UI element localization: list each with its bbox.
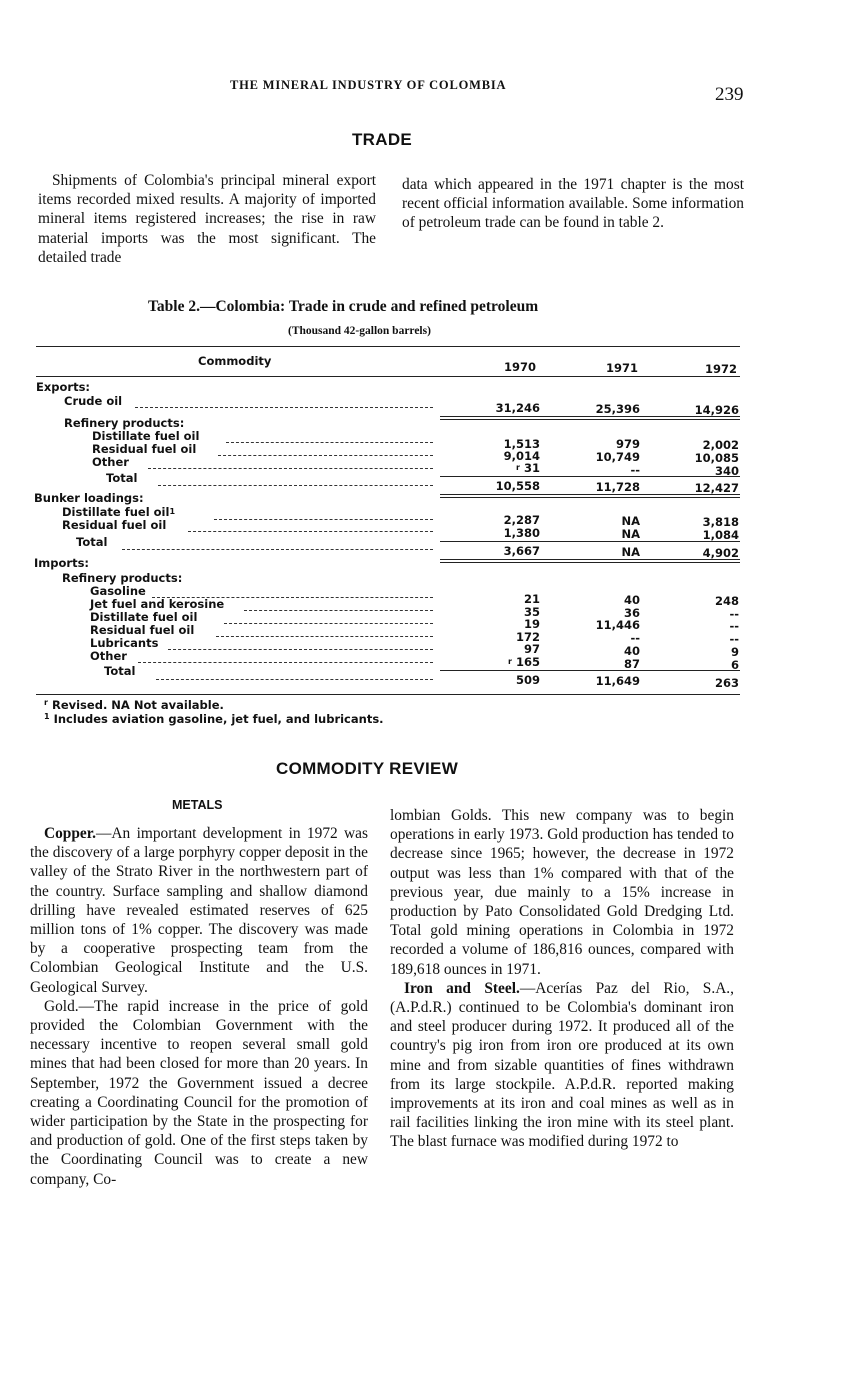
row-label-total: Total	[104, 664, 136, 678]
cell-total-1972: 4,902	[702, 546, 739, 560]
table-header-rule	[36, 376, 740, 377]
review-right-column	[390, 806, 734, 1152]
rule	[440, 476, 740, 477]
cell-crude-1972: 14,926	[694, 403, 739, 417]
leader-dots	[226, 442, 433, 443]
leader-dots	[216, 636, 433, 637]
cell-lubricants-1972: 9	[730, 645, 739, 659]
cell-jet-fuel-1971: 36	[623, 606, 640, 620]
row-label-total: Total	[76, 535, 108, 549]
table-bottom-rule	[36, 694, 740, 695]
cell-value: 31	[523, 461, 540, 475]
rule	[440, 419, 740, 420]
row-group-refinery-products: Refinery products:	[62, 571, 183, 585]
table-top-rule	[36, 346, 740, 347]
cell-distillate-1970: 2,287	[503, 513, 540, 527]
leader-dots	[244, 610, 433, 611]
row-group-refinery-products: Refinery products:	[64, 416, 185, 430]
trade-paragraph-right: data which appeared in the 1971 chapter is the most recent official information available. Some information of petroleum trade can be found in table 2.	[402, 176, 744, 232]
rule	[440, 562, 740, 563]
row-label-residual: Residual fuel oil	[92, 442, 197, 456]
leader-dots	[158, 485, 433, 486]
label-text: Distillate fuel oil	[62, 505, 170, 519]
leader-dots	[168, 649, 433, 650]
footnote-mark: r	[44, 698, 48, 707]
cell-residual-1970: 9,014	[503, 449, 540, 463]
cell-total-1970: 509	[515, 673, 540, 687]
commodity-review-heading: COMMODITY REVIEW	[276, 759, 459, 778]
cell-gasoline-1971: 40	[623, 593, 640, 607]
cell-distillate-1971: 979	[615, 437, 640, 451]
cell-other-1972: 340	[714, 464, 739, 478]
table-title: Table 2.—Colombia: Trade in crude and refined petroleum	[148, 298, 539, 315]
cell-lubricants-1970: 97	[523, 642, 540, 656]
footnote-revised	[44, 698, 224, 712]
footnote-mark: 1	[44, 712, 50, 721]
leader-dots	[224, 623, 433, 624]
row-group-imports: Imports:	[34, 556, 90, 570]
rule	[440, 494, 740, 495]
row-label-distillate: Distillate fuel oil	[90, 610, 198, 624]
footnote-mark: 1	[169, 507, 176, 516]
cell-lubricants-1971: 40	[623, 644, 640, 658]
header-commodity: Commodity	[198, 354, 272, 368]
running-title: THE MINERAL INDUSTRY OF COLOMBIA	[230, 78, 507, 92]
rule	[440, 670, 740, 671]
cell-total-1971: 11,649	[595, 674, 640, 688]
copper-text: —An important development in 1972 was the discovery of a large porphyry copper deposit in the valley of the Strato River in the northwestern part of the country. Surface sampling and shallow diamond drilling have revealed estimated reserves of 625 million tons of 1% copper. The discovery was made by a cooperative prospecting team from the Colombian Geological Institute and the U.S. Geological Survey.	[30, 825, 368, 996]
leader-dots	[135, 407, 433, 408]
rule	[440, 559, 740, 560]
row-label-gasoline: Gasoline	[90, 584, 146, 598]
table-unit: (Thousand 42-gallon barrels)	[288, 325, 431, 337]
iron-steel-paragraph	[390, 979, 734, 1152]
row-label-distillate	[62, 506, 175, 518]
leader-dots	[156, 679, 433, 680]
leader-dots	[122, 549, 433, 550]
cell-total-1971: 11,728	[595, 480, 640, 494]
metals-heading: METALS	[172, 798, 223, 812]
cell-residual-1972: 10,085	[694, 451, 739, 465]
cell-gasoline-1972: 248	[714, 594, 739, 608]
cell-jet-fuel-1970: 35	[523, 605, 540, 619]
row-label-residual: Residual fuel oil	[62, 518, 167, 532]
cell-total-1970: 3,667	[503, 544, 540, 558]
cell-residual-1970: 1,380	[503, 526, 540, 540]
cell-other-1971: --	[630, 463, 640, 477]
row-group-bunker-loadings: Bunker loadings:	[34, 491, 144, 505]
page-number: 239	[715, 84, 744, 105]
row-label-lubricants: Lubricants	[90, 636, 159, 650]
leader-dots	[214, 519, 433, 520]
review-left-column	[30, 824, 368, 1189]
header-1971: 1971	[606, 361, 639, 375]
row-group-exports: Exports:	[36, 380, 91, 394]
cell-residual-1972: 1,084	[702, 528, 739, 542]
cell-residual-1971: NA	[621, 527, 640, 541]
trade-right-column	[402, 175, 744, 233]
row-label-distillate: Distillate fuel oil	[92, 429, 200, 443]
rule	[440, 497, 740, 498]
rule	[440, 541, 740, 542]
gold-paragraph: Gold.—The rapid increase in the price of gold provided the Colombian Government with the necessary incentive to reopen several small gold mines that had been closed for more than 20 years. In September, 1972 the Government issued a decree creating a Coordinating Council for the promotion of wider participation by the State in the prospecting for and production of gold. One of the first steps taken by the Coordinating Council was to create a new company, Co-	[30, 997, 368, 1188]
trade-left-column	[38, 171, 376, 267]
row-label-other: Other	[90, 649, 127, 663]
cell-residual-1971: 10,749	[595, 450, 640, 464]
row-label-total: Total	[106, 471, 138, 485]
cell-distillate-1971: 11,446	[595, 618, 640, 632]
iron-steel-text: —Acerías Paz del Rio, S.A., (A.P.d.R.) continued to be Colombia's dominant iron and steel producer during 1972. It produced all of the country's pig iron from iron ore produced at its own mine and from sizable quantities of fines withdrawn from its large stockpile. A.P.d.R. reported making improvements at its iron and coal mines as well as in rail facilities linking the iron mine with its steel plant. The blast furnace was modified during 1972 to	[390, 979, 735, 1151]
cell-distillate-1970: 1,513	[503, 437, 540, 451]
header-1970: 1970	[504, 360, 537, 374]
footnote-text: Includes aviation gasoline, jet fuel, and lubricants.	[53, 712, 384, 726]
cell-distillate-1972: --	[729, 619, 739, 633]
cell-total-1970: 10,558	[495, 479, 540, 493]
cell-residual-1972: --	[729, 632, 739, 646]
cell-total-1971: NA	[621, 545, 640, 559]
leader-dots	[138, 662, 433, 663]
rule	[440, 416, 740, 417]
cell-crude-1970: 31,246	[495, 401, 540, 415]
cell-distillate-1972: 3,818	[702, 515, 739, 529]
cell-residual-1970: 172	[515, 630, 540, 644]
revised-mark: r	[508, 657, 512, 666]
leader-dots	[188, 531, 433, 532]
cell-distillate-1972: 2,002	[702, 438, 739, 452]
cell-jet-fuel-1972: --	[729, 607, 739, 621]
footnote-1	[44, 712, 384, 726]
cell-residual-1971: --	[630, 631, 640, 645]
row-label-jet-fuel: Jet fuel and kerosine	[90, 597, 225, 611]
iron-steel-lead: Iron and Steel.	[404, 979, 520, 997]
gold-continuation: lombian Golds. This new company was to begin operations in early 1973. Gold production has tended to decrease since 1965; however, the decrease in 1972 output was less than 1% compared with that of the previous year, due mainly to a 15% increase in production by Pato Consolidated Gold Dredging Ltd. Total gold mining operations in Colombia in 1972 recorded a volume of 186,816 ounces, compared with 189,618 ounces in 1971.	[390, 807, 734, 978]
revised-mark: r	[516, 463, 520, 472]
leader-dots	[218, 455, 433, 456]
cell-other-1972: 6	[730, 658, 739, 672]
cell-distillate-1971: NA	[621, 514, 640, 528]
row-label-residual: Residual fuel oil	[90, 623, 195, 637]
cell-other-1970	[480, 462, 540, 474]
trade-heading: TRADE	[352, 130, 413, 149]
leader-dots	[148, 468, 433, 469]
cell-other-1971: 87	[623, 657, 640, 671]
cell-total-1972: 12,427	[694, 481, 739, 495]
cell-other-1970	[480, 656, 540, 668]
cell-gasoline-1970: 21	[523, 592, 540, 606]
header-1972: 1972	[705, 362, 738, 376]
copper-lead: Copper.	[44, 825, 97, 842]
cell-total-1972: 263	[714, 676, 739, 690]
cell-distillate-1970: 19	[523, 617, 540, 631]
cell-value: 165	[515, 655, 540, 669]
copper-paragraph	[30, 824, 368, 997]
row-label-other: Other	[92, 455, 129, 469]
row-label-crude-oil: Crude oil	[64, 394, 123, 408]
cell-crude-1971: 25,396	[595, 402, 640, 416]
footnote-text: Revised. NA Not available.	[51, 698, 224, 712]
trade-paragraph-left: Shipments of Colombia's principal mineral export items recorded mixed results. A majority of imported mineral items registered increases; the rise in raw material imports was the most significant. The detailed trade	[38, 172, 376, 266]
